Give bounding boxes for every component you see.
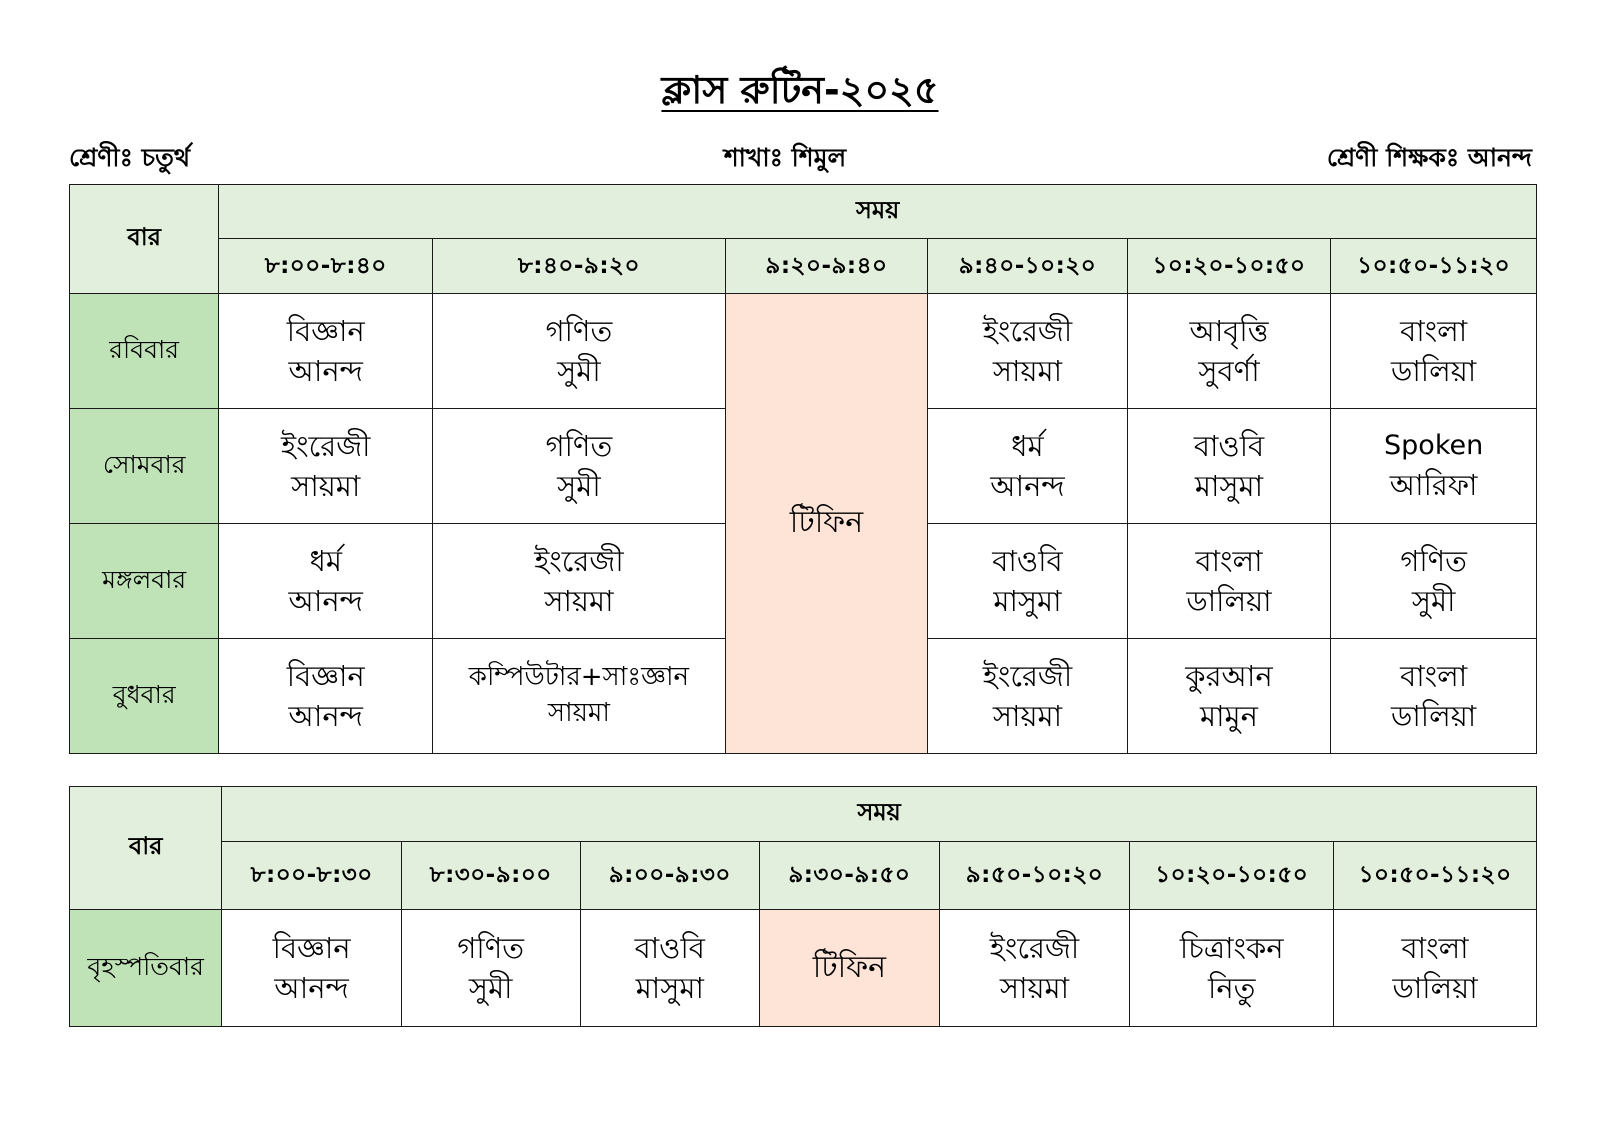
class-cell <box>1127 524 1331 639</box>
tiffin-break-cell: টিফিন <box>725 294 928 754</box>
time-slot-header: ৯:৪০-১০:২০ <box>928 239 1127 294</box>
teacher-name: সুমী <box>557 469 601 503</box>
time-column-header: সময় <box>222 787 1537 842</box>
time-slot-header: ৯:৩০-৯:৫০ <box>760 842 940 910</box>
subject-name: বাংলা <box>1401 930 1469 965</box>
subject-name: গণিত <box>545 428 613 463</box>
class-teacher-label: শ্রেণী শিক্ষকঃ আনন্দ <box>1326 143 1532 172</box>
subject-name: বিজ্ঞান <box>286 658 365 693</box>
teacher-name: সুবর্ণা <box>1198 354 1260 388</box>
teacher-name: মামুন <box>1200 699 1258 733</box>
class-cell <box>580 910 760 1027</box>
teacher-name: আনন্দ <box>288 584 363 618</box>
class-cell <box>1127 409 1331 524</box>
subject-name: ইংরেজী <box>281 428 371 463</box>
time-column-header: সময় <box>219 185 1537 239</box>
teacher-name: সায়মা <box>992 699 1063 733</box>
class-cell <box>219 524 433 639</box>
tiffin-break-cell: টিফিন <box>760 910 940 1027</box>
time-slot-header: ১০:৫০-১১:২০ <box>1331 239 1537 294</box>
time-slot-header: ৮:৩০-৯:০০ <box>401 842 580 910</box>
subject-name: বিজ্ঞান <box>272 930 351 965</box>
teacher-name: সুমী <box>1411 584 1456 618</box>
teacher-name: আনন্দ <box>274 971 349 1005</box>
time-slot-header: ৯:৫০-১০:২০ <box>939 842 1130 910</box>
time-slot-header: ১০:৫০-১১:২০ <box>1334 842 1537 910</box>
class-cell <box>401 910 580 1027</box>
time-slot-header: ১০:২০-১০:৫০ <box>1130 842 1334 910</box>
class-label: শ্রেণীঃ চতুর্থ <box>69 143 191 172</box>
subject-name: বাংলা <box>1195 543 1263 578</box>
subject-name: গণিত <box>1400 543 1467 578</box>
page-title: ক্লাস রুটিন-২০২৫ <box>661 68 939 112</box>
subject-name: কম্পিউটার+সাঃজ্ঞান <box>468 662 690 693</box>
subject-name: কুরআন <box>1185 658 1273 693</box>
table-row <box>70 294 1537 409</box>
class-cell <box>219 639 433 754</box>
subject-name: গণিত <box>457 930 525 965</box>
class-cell <box>1331 524 1537 639</box>
time-slot-header: ৮:০০-৮:৩০ <box>222 842 402 910</box>
routine-table-main <box>69 184 1537 754</box>
subject-name: বিজ্ঞান <box>286 313 365 348</box>
teacher-name: আনন্দ <box>288 699 363 733</box>
subject-name: ইংরেজী <box>982 658 1073 693</box>
teacher-name: মাসুমা <box>993 584 1062 618</box>
teacher-name: সুমী <box>557 354 601 388</box>
day-label: মঙ্গলবার <box>70 524 219 639</box>
subject-name: আবৃত্তি <box>1189 313 1269 348</box>
subject-name: ধর্ম <box>1011 428 1044 463</box>
subject-name: বাংলা <box>1400 658 1468 693</box>
class-cell <box>222 910 402 1027</box>
day-label: বৃহস্পতিবার <box>70 910 222 1027</box>
teacher-name: নিতু <box>1208 971 1256 1005</box>
subject-name: ইংরেজী <box>982 313 1073 348</box>
subject-name: বাওবি <box>992 543 1063 578</box>
subject-name: চিত্রাংকন <box>1179 930 1284 965</box>
subject-name: বাওবি <box>1193 428 1265 463</box>
teacher-name: সায়মা <box>544 584 614 618</box>
table-row <box>70 910 1537 1027</box>
class-cell <box>1130 910 1334 1027</box>
class-cell <box>219 294 433 409</box>
time-slot-header: ৮:০০-৮:৪০ <box>219 239 433 294</box>
subject-name: ইংরেজী <box>534 543 624 578</box>
class-cell <box>939 910 1130 1027</box>
subject-name: বাংলা <box>1400 313 1468 348</box>
class-cell <box>928 524 1127 639</box>
teacher-name: সায়মা <box>992 354 1063 388</box>
class-cell <box>928 409 1127 524</box>
class-cell <box>1127 294 1331 409</box>
class-cell <box>1334 910 1537 1027</box>
subject-name: Spoken <box>1384 430 1484 462</box>
routine-table-thursday <box>69 786 1537 1027</box>
time-slot-header: ৮:৪০-৯:২০ <box>433 239 726 294</box>
class-cell <box>433 639 726 754</box>
time-slot-header: ১০:২০-১০:৫০ <box>1127 239 1331 294</box>
teacher-name: সায়মা <box>547 698 610 728</box>
time-slot-header: ৯:০০-৯:৩০ <box>580 842 760 910</box>
class-cell <box>433 409 726 524</box>
class-cell <box>1331 409 1537 524</box>
teacher-name: মাসুমা <box>635 971 704 1005</box>
teacher-name: ডালিয়া <box>1392 971 1478 1005</box>
subject-name: ধর্ম <box>309 543 342 578</box>
teacher-name: সায়মা <box>291 469 361 503</box>
teacher-name: ডালিয়া <box>1186 584 1272 618</box>
class-cell <box>928 294 1127 409</box>
day-label: সোমবার <box>70 409 219 524</box>
subject-name: ইংরেজী <box>989 930 1080 965</box>
class-cell <box>1331 294 1537 409</box>
subject-name: বাওবি <box>634 930 705 965</box>
teacher-name: সুমী <box>468 971 513 1005</box>
teacher-name: মাসুমা <box>1194 469 1264 503</box>
class-cell <box>433 294 726 409</box>
class-cell <box>1127 639 1331 754</box>
day-column-header: বার <box>70 185 219 294</box>
class-cell <box>219 409 433 524</box>
teacher-name: আরিফা <box>1389 467 1478 502</box>
day-label: রবিবার <box>70 294 219 409</box>
teacher-name: আনন্দ <box>288 354 363 388</box>
day-label: বুধবার <box>70 639 219 754</box>
time-slot-header: ৯:২০-৯:৪০ <box>725 239 928 294</box>
subject-name: গণিত <box>545 313 613 348</box>
teacher-name: আনন্দ <box>990 469 1065 503</box>
teacher-name: সায়মা <box>999 971 1070 1005</box>
class-cell <box>928 639 1127 754</box>
class-cell <box>1331 639 1537 754</box>
section-label: শাখাঃ শিমুল <box>723 143 847 172</box>
day-column-header: বার <box>70 787 222 910</box>
teacher-name: ডালিয়া <box>1391 354 1477 388</box>
class-cell <box>433 524 726 639</box>
teacher-name: ডালিয়া <box>1391 699 1477 733</box>
